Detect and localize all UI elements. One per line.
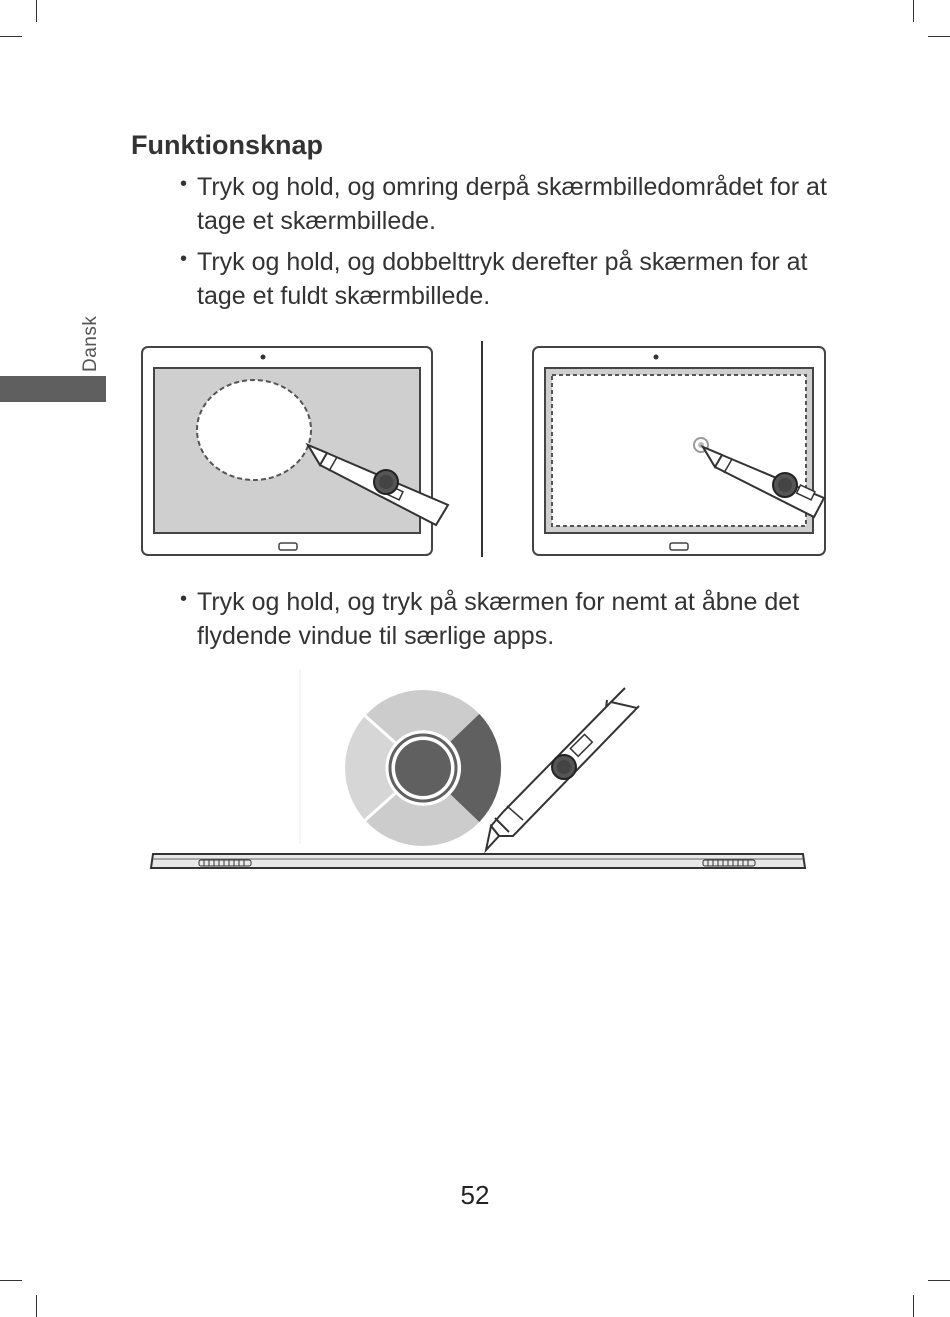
crop-mark	[0, 1280, 22, 1281]
crop-mark	[0, 36, 22, 37]
camera-icon	[261, 355, 266, 360]
circle-selection	[197, 380, 311, 480]
crop-mark	[928, 1280, 950, 1281]
radial-menu	[345, 690, 501, 846]
crop-mark	[928, 36, 950, 37]
tablet-left	[142, 347, 448, 555]
bullet-item	[180, 585, 840, 653]
tablet-edge	[151, 854, 805, 868]
language-tab-label: Dansk	[80, 315, 101, 372]
radial-menu-center-icon	[395, 740, 451, 796]
crop-mark	[913, 0, 914, 22]
bullet-dot-icon: •	[180, 248, 188, 270]
bullet-text: Tryk og hold, og dobbelttryk derefter på skærmen for at tage et fuldt skærmbillede.	[197, 248, 808, 310]
bullet-item	[180, 170, 840, 238]
bullet-item	[180, 245, 840, 313]
crop-mark	[913, 1295, 914, 1317]
bullet-text: Tryk og hold, og tryk på skærmen for nemt at åbne det flydende vindue til særlige apps.	[197, 588, 800, 650]
page-number: 52	[460, 1180, 490, 1210]
screen-capture-illustration	[130, 335, 830, 565]
language-tab-bar	[0, 376, 106, 402]
camera-icon	[654, 355, 659, 360]
home-button-icon	[279, 543, 297, 550]
crop-mark	[36, 0, 37, 22]
fullscreen-selection	[552, 375, 806, 526]
section-title: Funktionsknap	[131, 130, 324, 160]
bullet-dot-icon: •	[180, 588, 188, 610]
home-button-icon	[670, 543, 688, 550]
tablet-right	[533, 347, 825, 555]
crop-mark	[36, 1295, 37, 1317]
bullet-dot-icon: •	[180, 173, 188, 195]
bullet-text: Tryk og hold, og omring derpå skærmbilledområdet for at tage et skærmbillede.	[197, 173, 827, 235]
floating-window-illustration	[145, 668, 815, 878]
